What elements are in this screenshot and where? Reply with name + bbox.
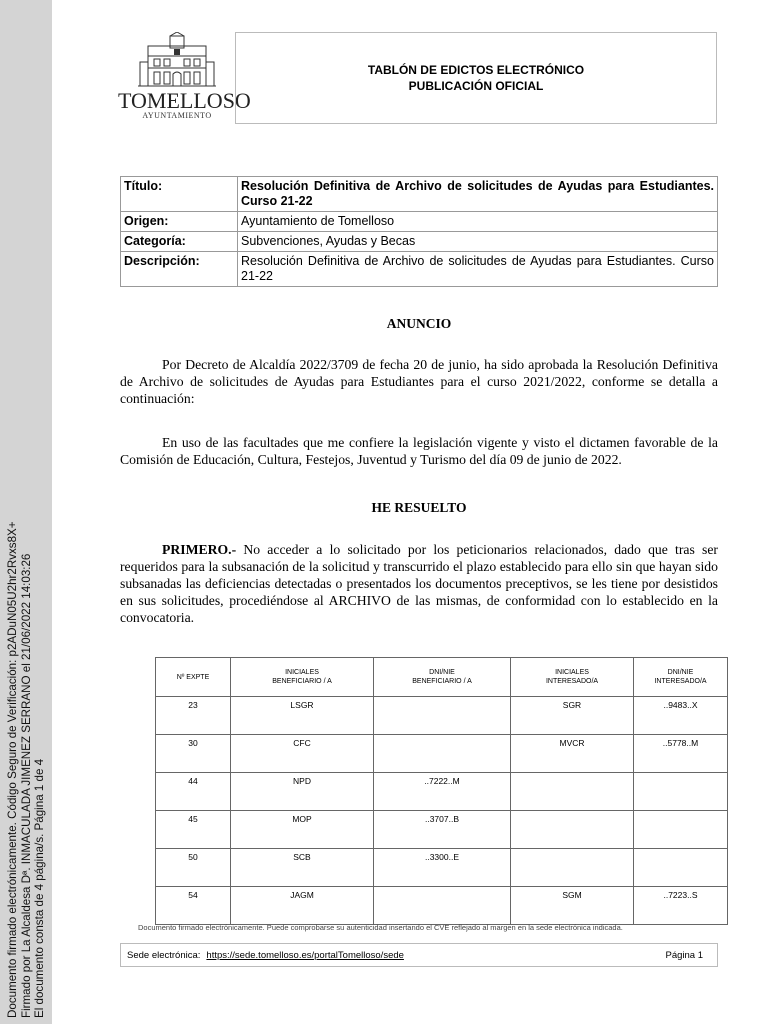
table-cell (511, 773, 634, 811)
table-cell: ..5778..M (634, 735, 728, 773)
sede-info (127, 950, 404, 961)
tomelloso-logo (118, 32, 251, 124)
metadata-table (120, 176, 718, 287)
table-cell (634, 811, 728, 849)
header-subtitle: PUBLICACIÓN OFICIAL (408, 79, 544, 93)
meta-key: Origen: (121, 212, 238, 232)
meta-value: Resolución Definitiva de Archivo de solicitudes de Ayudas para Estudiantes. Curso 21-22 (238, 177, 718, 212)
table-header-row (156, 658, 728, 697)
meta-key: Descripción: (121, 252, 238, 287)
header-dni-beneficiario: DNI/NIE BENEFICIARIO / A (374, 658, 511, 697)
header-iniciales-interesado: INICIALES INTERESADO/A (511, 658, 634, 697)
table-cell: 45 (156, 811, 231, 849)
table-cell: ..7222..M (374, 773, 511, 811)
table-cell: ..3300..E (374, 849, 511, 887)
header-dni-interesado: DNI/NIE INTERESADO/A (634, 658, 728, 697)
table-cell: 30 (156, 735, 231, 773)
header-expte: Nº EXPTE (156, 658, 231, 697)
table-cell (511, 849, 634, 887)
table-cell: SCB (231, 849, 374, 887)
table-cell (511, 811, 634, 849)
table-row (156, 697, 728, 735)
table-cell (374, 735, 511, 773)
table-cell: SGM (511, 887, 634, 925)
applicants-table (155, 657, 728, 925)
sede-link[interactable]: https://sede.tomelloso.es/portalTomelloso/sede (206, 950, 404, 961)
table-cell: 54 (156, 887, 231, 925)
table-row (156, 735, 728, 773)
signature-line-1: Documento firmado electrónicamente. Código Seguro de Verificación: p2ADuN05U2hr2Rvxs8X+ (6, 521, 19, 1018)
town-hall-icon (118, 32, 236, 88)
page-number: Página 1 (665, 950, 703, 961)
meta-value: Subvenciones, Ayudas y Becas (238, 232, 718, 252)
table-cell: MVCR (511, 735, 634, 773)
anuncio-heading: ANUNCIO (386, 316, 452, 331)
signature-margin (0, 0, 52, 1024)
table-cell (374, 697, 511, 735)
table-cell: 23 (156, 697, 231, 735)
header-title: TABLÓN DE EDICTOS ELECTRÓNICO (367, 63, 585, 77)
table-cell: NPD (231, 773, 374, 811)
meta-key: Categoría: (121, 232, 238, 252)
logo-subtitle: AYUNTAMIENTO (142, 111, 212, 120)
table-cell: ..3707..B (374, 811, 511, 849)
meta-value: Resolución Definitiva de Archivo de solicitudes de Ayudas para Estudiantes. Curso 21-22 (238, 252, 718, 287)
paragraph-facultades (120, 434, 718, 468)
header-iniciales-beneficiario: INICIALES BENEFICIARIO / A (231, 658, 374, 697)
meta-row-category (121, 232, 718, 252)
table-cell: 50 (156, 849, 231, 887)
table-cell: ..7223..S (634, 887, 728, 925)
table-cell: MOP (231, 811, 374, 849)
table-cell (634, 773, 728, 811)
meta-row-origin (121, 212, 718, 232)
primero-text: No acceder a lo solicitado por los peticionarios relacionados, dado que tras ser requeridos para la subsanación de la solicitud y transcurrido el plazo establecido para ello sin que hayan sido subsanadas las deficiencias detectadas o presentados los documentos preceptivos, se les tiene por desistidos en sus solicitudes, procediéndose al ARCHIVO de las mismas, de conformidad con lo establecido en la convocatoria. (120, 542, 718, 625)
meta-key: Título: (121, 177, 238, 212)
table-cell: SGR (511, 697, 634, 735)
sede-label: Sede electrónica: (127, 950, 201, 961)
table-row (156, 887, 728, 925)
resuelto-heading: HE RESUELTO (371, 500, 467, 515)
table-cell (374, 887, 511, 925)
table-row (156, 773, 728, 811)
table-cell: LSGR (231, 697, 374, 735)
table-row (156, 849, 728, 887)
paragraph-decreto-text: Por Decreto de Alcaldía 2022/3709 de fecha 20 de junio, ha sido aprobada la Resolución Definitiva de Archivo de solicitudes de Ayudas para Estudiantes para el curso 2021/2022, conforme se detalla a continuación: (120, 357, 718, 406)
table-cell (634, 849, 728, 887)
primero-label: PRIMERO.- (162, 542, 237, 557)
table-row (156, 811, 728, 849)
table-cell: CFC (231, 735, 374, 773)
table-cell: ..9483..X (634, 697, 728, 735)
meta-value: Ayuntamiento de Tomelloso (238, 212, 718, 232)
meta-row-description (121, 252, 718, 287)
paragraph-decreto (120, 356, 718, 407)
header-box (235, 32, 717, 124)
meta-row-title (121, 177, 718, 212)
logo-name: TOMELLOSO (118, 88, 251, 113)
paragraph-primero (120, 541, 718, 626)
signature-line-3: El documento consta de 4 página/s. Página 1 de 4 (33, 758, 46, 1018)
signature-line-2: Firmado por La Alcaldesa Dª. INMACULADA JIMENEZ SERRANO el 21/06/2022 14:03:26 (19, 553, 33, 1018)
paragraph-facultades-text: En uso de las facultades que me confiere la legislación vigente y visto el dictamen favorable de la Comisión de Educación, Cultura, Festejos, Juventud y Turismo del día 09 de junio de 2022. (120, 435, 718, 467)
footer-bar (120, 943, 718, 967)
table-cell: 44 (156, 773, 231, 811)
footer-note: Documento firmado electrónicamente. Puede comprobarse su autenticidad insertando el CVE reflejado al margen en la sede electrónica indicada. (138, 923, 623, 932)
table-cell: JAGM (231, 887, 374, 925)
